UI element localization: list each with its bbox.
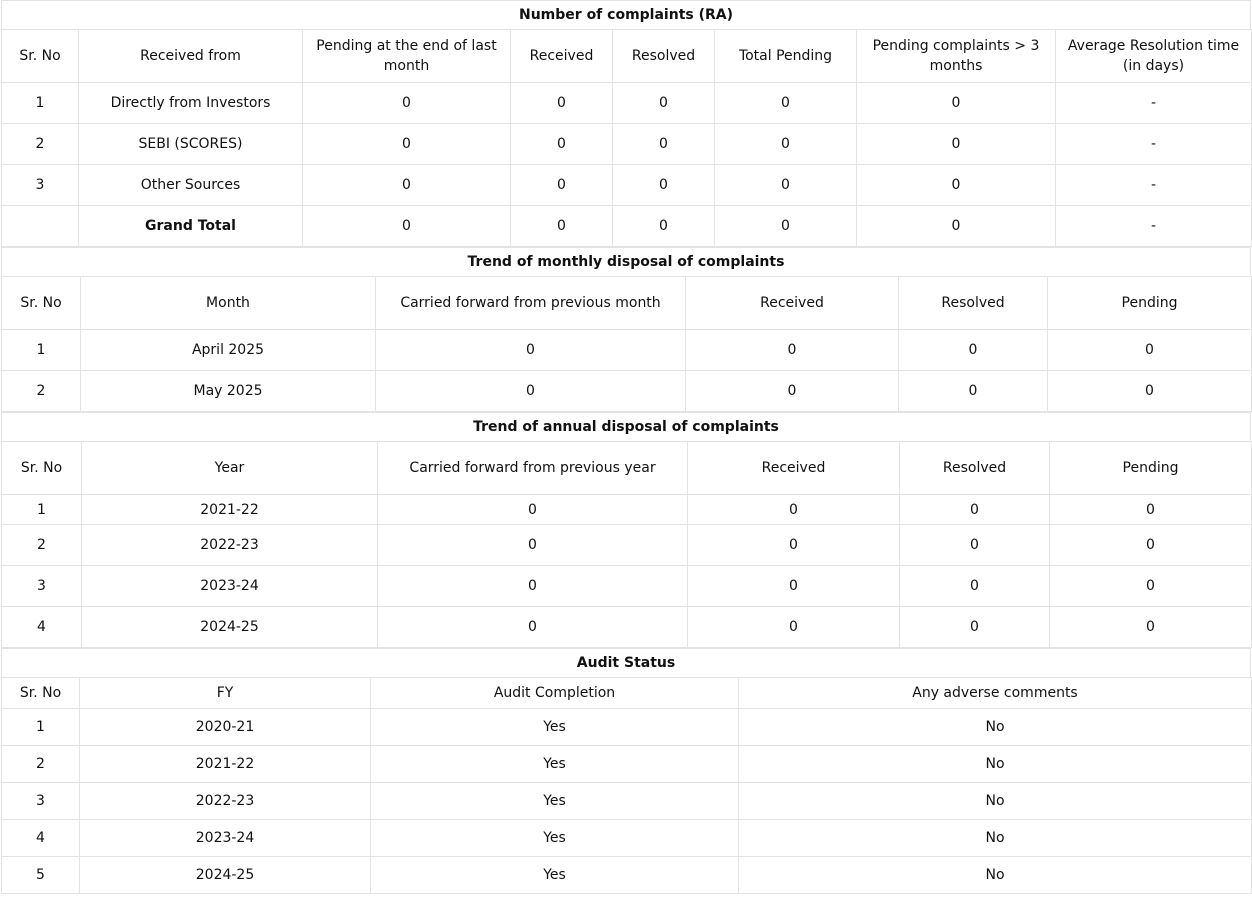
table-cell: 2 bbox=[2, 525, 82, 566]
table-cell: 2023-24 bbox=[82, 566, 378, 607]
table-cell: 2 bbox=[2, 746, 80, 783]
table-cell: 1 bbox=[2, 495, 82, 525]
table-cell: 0 bbox=[857, 124, 1056, 165]
table-cell: 0 bbox=[378, 566, 688, 607]
table-header-row bbox=[2, 442, 1252, 495]
column-header: Received from bbox=[79, 30, 303, 83]
table-cell: 2 bbox=[2, 124, 79, 165]
table-cell: 0 bbox=[715, 83, 857, 124]
table-cell: 0 bbox=[303, 206, 511, 247]
table-cell: 5 bbox=[2, 857, 80, 894]
table-row bbox=[2, 495, 1252, 525]
table-cell: No bbox=[739, 857, 1252, 894]
table-cell: April 2025 bbox=[81, 330, 376, 371]
table-cell: - bbox=[1056, 124, 1252, 165]
table-cell: No bbox=[739, 746, 1252, 783]
table-cell: 4 bbox=[2, 607, 82, 648]
table-row bbox=[2, 525, 1252, 566]
table-cell: No bbox=[739, 783, 1252, 820]
table-cell: Yes bbox=[371, 709, 739, 746]
column-header: Month bbox=[81, 277, 376, 330]
table-row bbox=[2, 371, 1252, 412]
table-cell: 0 bbox=[900, 495, 1050, 525]
column-header: Resolved bbox=[899, 277, 1048, 330]
column-header: Sr. No bbox=[2, 442, 82, 495]
table-row bbox=[2, 124, 1252, 165]
grand-total-label: Grand Total bbox=[79, 206, 303, 247]
table-row bbox=[2, 857, 1252, 894]
table-cell: 2022-23 bbox=[82, 525, 378, 566]
table-cell: 3 bbox=[2, 783, 80, 820]
table-row bbox=[2, 709, 1252, 746]
table-header-row bbox=[2, 678, 1252, 709]
table-row bbox=[2, 607, 1252, 648]
table-cell: 4 bbox=[2, 820, 80, 857]
column-header: Sr. No bbox=[2, 678, 80, 709]
table-cell: 2022-23 bbox=[80, 783, 371, 820]
table-cell: 0 bbox=[900, 525, 1050, 566]
column-header: Received bbox=[688, 442, 900, 495]
table-cell: Yes bbox=[371, 820, 739, 857]
table-cell: 0 bbox=[715, 206, 857, 247]
column-header: Received bbox=[686, 277, 899, 330]
audit-status-table bbox=[1, 677, 1252, 894]
table-cell: 0 bbox=[1050, 495, 1252, 525]
table-cell bbox=[2, 206, 79, 247]
table-cell: 0 bbox=[613, 206, 715, 247]
table-cell: 0 bbox=[688, 566, 900, 607]
table-cell: Other Sources bbox=[79, 165, 303, 206]
table-header-row bbox=[2, 277, 1252, 330]
table-cell: 0 bbox=[1048, 371, 1252, 412]
table-cell: 3 bbox=[2, 165, 79, 206]
table-cell: 2024-25 bbox=[80, 857, 371, 894]
annual-disposal-table bbox=[1, 441, 1252, 648]
table-cell: SEBI (SCORES) bbox=[79, 124, 303, 165]
column-header: Received bbox=[511, 30, 613, 83]
table-cell: 0 bbox=[857, 83, 1056, 124]
grand-total-row bbox=[2, 206, 1252, 247]
table-cell: 0 bbox=[511, 83, 613, 124]
table-cell: 0 bbox=[1050, 525, 1252, 566]
table-cell: - bbox=[1056, 165, 1252, 206]
table-cell: May 2025 bbox=[81, 371, 376, 412]
table-cell: 2024-25 bbox=[82, 607, 378, 648]
table-cell: - bbox=[1056, 206, 1252, 247]
table-cell: Directly from Investors bbox=[79, 83, 303, 124]
complaints-table-title: Number of complaints (RA) bbox=[1, 0, 1251, 29]
table-row bbox=[2, 746, 1252, 783]
table-row bbox=[2, 566, 1252, 607]
table-cell: 0 bbox=[1050, 607, 1252, 648]
table-cell: Yes bbox=[371, 857, 739, 894]
column-header: Audit Completion bbox=[371, 678, 739, 709]
table-cell: 0 bbox=[900, 566, 1050, 607]
table-header-row bbox=[2, 30, 1252, 83]
table-row bbox=[2, 820, 1252, 857]
table-row bbox=[2, 330, 1252, 371]
table-cell: 2020-21 bbox=[80, 709, 371, 746]
table-cell: 0 bbox=[899, 371, 1048, 412]
table-cell: 2023-24 bbox=[80, 820, 371, 857]
table-cell: 0 bbox=[511, 124, 613, 165]
column-header: Any adverse comments bbox=[739, 678, 1252, 709]
monthly-table-title: Trend of monthly disposal of complaints bbox=[1, 247, 1251, 276]
column-header: Total Pending bbox=[715, 30, 857, 83]
table-cell: 0 bbox=[376, 330, 686, 371]
table-cell: 1 bbox=[2, 83, 79, 124]
table-cell: 0 bbox=[715, 165, 857, 206]
table-cell: 0 bbox=[715, 124, 857, 165]
column-header: Resolved bbox=[613, 30, 715, 83]
table-cell: 0 bbox=[857, 206, 1056, 247]
table-cell: 0 bbox=[613, 83, 715, 124]
table-cell: 0 bbox=[688, 607, 900, 648]
audit-table-title: Audit Status bbox=[1, 648, 1251, 677]
column-header: Pending bbox=[1048, 277, 1252, 330]
table-cell: 0 bbox=[378, 525, 688, 566]
table-cell: - bbox=[1056, 83, 1252, 124]
table-cell: Yes bbox=[371, 783, 739, 820]
table-cell: 0 bbox=[1050, 566, 1252, 607]
table-cell: 0 bbox=[688, 525, 900, 566]
column-header: Sr. No bbox=[2, 30, 79, 83]
column-header: Pending at the end of last month bbox=[303, 30, 511, 83]
column-header: Carried forward from previous year bbox=[378, 442, 688, 495]
table-cell: 0 bbox=[303, 83, 511, 124]
annual-table-title: Trend of annual disposal of complaints bbox=[1, 412, 1251, 441]
table-cell: 3 bbox=[2, 566, 82, 607]
table-cell: 0 bbox=[378, 607, 688, 648]
column-header: Sr. No bbox=[2, 277, 81, 330]
table-cell: 0 bbox=[899, 330, 1048, 371]
table-cell: 1 bbox=[2, 330, 81, 371]
table-cell: 1 bbox=[2, 709, 80, 746]
table-cell: Yes bbox=[371, 746, 739, 783]
column-header: FY bbox=[80, 678, 371, 709]
column-header: Pending complaints > 3 months bbox=[857, 30, 1056, 83]
table-cell: 0 bbox=[613, 124, 715, 165]
table-cell: 0 bbox=[900, 607, 1050, 648]
column-header: Pending bbox=[1050, 442, 1252, 495]
monthly-disposal-table bbox=[1, 276, 1252, 412]
table-cell: 0 bbox=[303, 124, 511, 165]
complaints-table bbox=[1, 29, 1252, 247]
table-cell: 0 bbox=[688, 495, 900, 525]
table-cell: No bbox=[739, 709, 1252, 746]
table-row bbox=[2, 783, 1252, 820]
table-cell: 0 bbox=[511, 165, 613, 206]
column-header: Carried forward from previous month bbox=[376, 277, 686, 330]
table-cell: No bbox=[739, 820, 1252, 857]
table-cell: 0 bbox=[303, 165, 511, 206]
table-cell: 0 bbox=[686, 330, 899, 371]
column-header: Resolved bbox=[900, 442, 1050, 495]
table-cell: 0 bbox=[686, 371, 899, 412]
table-cell: 2 bbox=[2, 371, 81, 412]
complaints-document bbox=[1, 0, 1251, 894]
table-cell: 0 bbox=[1048, 330, 1252, 371]
table-cell: 0 bbox=[511, 206, 613, 247]
table-cell: 2021-22 bbox=[82, 495, 378, 525]
table-cell: 0 bbox=[378, 495, 688, 525]
table-row bbox=[2, 83, 1252, 124]
table-cell: 0 bbox=[857, 165, 1056, 206]
table-cell: 0 bbox=[613, 165, 715, 206]
column-header: Average Resolution time (in days) bbox=[1056, 30, 1252, 83]
table-row bbox=[2, 165, 1252, 206]
table-cell: 2021-22 bbox=[80, 746, 371, 783]
column-header: Year bbox=[82, 442, 378, 495]
table-cell: 0 bbox=[376, 371, 686, 412]
